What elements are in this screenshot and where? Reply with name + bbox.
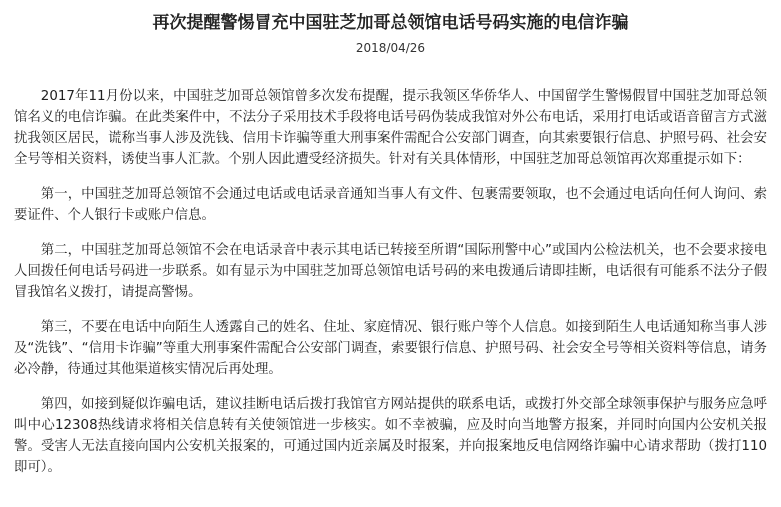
article-paragraph-third: 第三，不要在电话中向陌生人透露自己的姓名、住址、家庭情况、银行账户等个人信息。如接到陌生人电话通知称当事人涉及“洗钱”、“信用卡诈骗”等重大刑事案件需配合公安部门调查，索要银行信息、护照号码、社会安全号等相关资料等信息，请务必冷静，待通过其他渠道核实情况后再处理。 xyxy=(14,320,767,377)
article-body xyxy=(14,86,767,478)
article-title: 再次提醒警惕冒充中国驻芝加哥总领馆电话号码实施的电信诈骗 xyxy=(152,13,629,33)
article-paragraph-first: 第一，中国驻芝加哥总领馆不会通过电话或电话录音通知当事人有文件、包裹需要领取，也不会通过电话向任何人询问、索要证件、个人银行卡或账户信息。 xyxy=(14,187,767,223)
article-paragraph-second: 第二，中国驻芝加哥总领馆不会在电话录音中表示其电话已转接至所谓“国际刑警中心”或国内公检法机关，也不会要求接电人回拨任何电话号码进一步联系。如有显示为中国驻芝加哥总领馆电话号码的来电拨通后请即挂断，电话很有可能系不法分子假冒我馆名义拨打，请提高警惕。 xyxy=(14,243,767,300)
article-paragraph-fourth: 第四，如接到疑似诈骗电话，建议挂断电话后拨打我馆官方网站提供的联系电话，或拨打外交部全球领事保护与服务应急呼叫中心12308热线请求将相关信息转有关使领馆进一步核实。如不幸被骗，应及时向当地警方报案，并同时向国内公安机关报警。受害人无法直接向国内公安机关报案的，可通过国内近亲属及时报案，并向报案地反电信网络诈骗中心请求帮助（拨打110即可）。 xyxy=(14,397,767,475)
article-paragraph-intro: 2017年11月份以来，中国驻芝加哥总领馆曾多次发布提醒，提示我领区华侨华人、中国留学生警惕假冒中国驻芝加哥总领馆名义的电信诈骗。在此类案件中，不法分子采用技术手段将电话号码伪装成我馆对外公布电话，采用打电话或语音留言方式滋扰我领区居民，谎称当事人涉及洗钱、信用卡诈骗等重大刑事案件需配合公安部门调查，向其索要银行信息、护照号码、社会安全号等相关资料，诱使当事人汇款。个别人因此遭受经济损失。针对有关具体情形，中国驻芝加哥总领馆再次郑重提示如下： xyxy=(14,89,767,167)
publish-date: 2018/04/26 xyxy=(355,41,426,55)
